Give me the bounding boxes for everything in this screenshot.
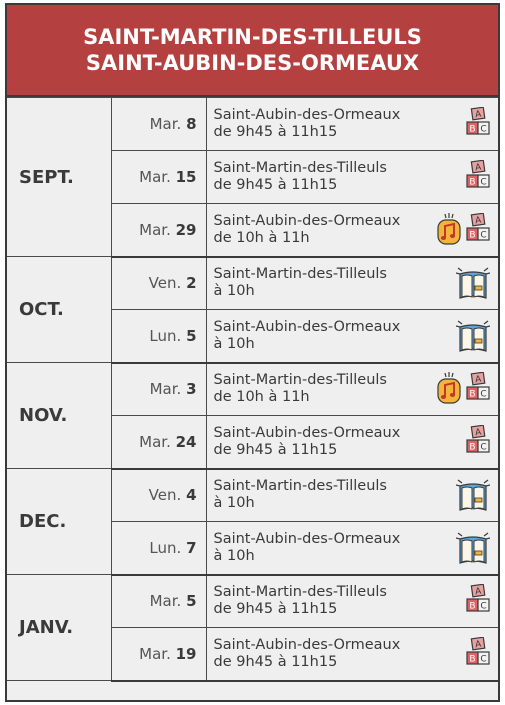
day-number: 8: [186, 115, 197, 133]
weekday: Mar.: [149, 592, 182, 611]
day-number: 4: [186, 486, 197, 505]
date-cell: [111, 416, 206, 469]
weekday: Lun.: [149, 538, 182, 557]
event-time: de 9h45 à 11h15: [213, 124, 338, 140]
weekday: Mar.: [139, 168, 171, 186]
event-icons: [456, 317, 490, 355]
header-title-line1: SAINT-MARTIN-DES-TILLEULS: [83, 25, 422, 49]
day-number: 19: [175, 644, 197, 663]
month-label: JANV.: [7, 575, 111, 681]
schedule-row: [7, 257, 498, 310]
weekday: Ven.: [148, 486, 182, 505]
event-info: [206, 204, 498, 257]
svg-text:C: C: [480, 124, 487, 135]
svg-text:C: C: [480, 177, 487, 188]
abc-blocks-icon: [466, 372, 490, 406]
event-time: à 10h: [213, 335, 255, 352]
event-info: [206, 628, 498, 681]
event-time: à 10h: [213, 547, 255, 564]
svg-text:B: B: [469, 601, 476, 612]
event-info: [206, 575, 498, 628]
month-label: NOV.: [7, 363, 111, 469]
event-time: de 9h45 à 11h15: [213, 177, 338, 193]
event-time: de 10h à 11h: [213, 229, 310, 246]
date-cell: [111, 204, 206, 257]
event-info: [206, 469, 498, 522]
svg-text:C: C: [480, 654, 487, 665]
schedule-row: [7, 469, 498, 522]
music-note-icon: [436, 372, 462, 406]
day-number: 5: [186, 326, 197, 345]
svg-text:A: A: [474, 215, 483, 227]
header-title-line2: SAINT-AUBIN-DES-ORMEAUX: [85, 51, 420, 75]
weekday: Mar.: [149, 115, 182, 133]
day-number: 24: [175, 432, 197, 451]
month-label: SEPT.: [7, 98, 111, 257]
svg-text:B: B: [469, 442, 476, 453]
date-cell: [111, 522, 206, 575]
date-cell: [111, 363, 206, 416]
weekday: Mar.: [139, 644, 171, 663]
event-icons: [456, 264, 490, 302]
event-time: à 10h: [213, 283, 255, 300]
svg-text:A: A: [474, 109, 483, 121]
event-info: [206, 151, 498, 204]
day-number: 2: [186, 274, 197, 293]
schedule-row: [7, 575, 498, 628]
weekday: Mar.: [149, 380, 182, 399]
abc-blocks-icon: [466, 213, 490, 247]
event-icons: [456, 476, 490, 514]
month-label: DEC.: [7, 469, 111, 575]
event-location: Saint-Martin-des-Tilleuls: [213, 478, 387, 495]
svg-text:B: B: [469, 389, 476, 400]
day-number: 7: [186, 538, 197, 557]
event-icons: [456, 529, 490, 567]
event-location: Saint-Martin-des-Tilleuls: [213, 160, 387, 176]
svg-text:C: C: [480, 601, 487, 612]
schedule-row: [7, 363, 498, 416]
event-info: [206, 98, 498, 151]
date-cell: [111, 151, 206, 204]
event-location: Saint-Aubin-des-Ormeaux: [213, 212, 401, 229]
day-number: 29: [175, 220, 197, 239]
schedule-header: [7, 5, 498, 97]
schedule-row: [7, 98, 498, 151]
event-info: [206, 416, 498, 469]
event-location: Saint-Aubin-des-Ormeaux: [213, 530, 401, 547]
day-number: 5: [186, 592, 197, 611]
abc-blocks-icon: [466, 160, 490, 194]
day-number: 15: [175, 168, 197, 186]
schedule-body: [7, 98, 498, 681]
weekday: Mar.: [139, 432, 171, 451]
event-location: Saint-Aubin-des-Ormeaux: [213, 318, 401, 335]
abc-blocks-icon: [466, 107, 490, 141]
svg-text:C: C: [480, 230, 487, 241]
svg-text:A: A: [474, 427, 483, 439]
abc-blocks-icon: [466, 584, 490, 618]
open-book-icon: [456, 529, 490, 567]
date-cell: [111, 98, 206, 151]
weekday: Lun.: [149, 326, 182, 345]
open-book-icon: [456, 264, 490, 302]
event-info: [206, 522, 498, 575]
svg-text:B: B: [469, 177, 476, 188]
date-cell: [111, 469, 206, 522]
date-cell: [111, 257, 206, 310]
svg-text:B: B: [469, 230, 476, 241]
event-info: [206, 257, 498, 310]
svg-text:A: A: [474, 586, 483, 598]
svg-text:C: C: [480, 389, 487, 400]
event-location: Saint-Martin-des-Tilleuls: [213, 372, 387, 389]
event-location: Saint-Martin-des-Tilleuls: [213, 266, 387, 283]
event-time: de 9h45 à 11h15: [213, 653, 338, 670]
event-icons: [436, 213, 490, 247]
event-icons: [466, 160, 490, 194]
svg-text:B: B: [469, 654, 476, 665]
music-note-icon: [436, 213, 462, 247]
weekday: Ven.: [148, 274, 182, 293]
event-icons: [466, 425, 490, 459]
day-number: 3: [186, 380, 197, 399]
svg-text:A: A: [474, 162, 483, 174]
date-cell: [111, 575, 206, 628]
event-time: de 9h45 à 11h15: [213, 441, 338, 458]
open-book-icon: [456, 476, 490, 514]
schedule-table: [7, 97, 498, 682]
svg-text:A: A: [474, 639, 483, 651]
schedule-sheet: [5, 3, 500, 702]
svg-text:C: C: [480, 442, 487, 453]
abc-blocks-icon: [466, 425, 490, 459]
event-info: [206, 363, 498, 416]
event-icons: [436, 372, 490, 406]
event-info: [206, 310, 498, 363]
event-location: Saint-Aubin-des-Ormeaux: [213, 424, 401, 441]
event-time: de 10h à 11h: [213, 389, 310, 406]
event-time: à 10h: [213, 495, 255, 512]
date-cell: [111, 628, 206, 681]
event-location: Saint-Aubin-des-Ormeaux: [213, 107, 401, 123]
date-cell: [111, 310, 206, 363]
svg-text:B: B: [469, 124, 476, 135]
weekday: Mar.: [139, 220, 171, 239]
open-book-icon: [456, 317, 490, 355]
abc-blocks-icon: [466, 637, 490, 671]
event-location: Saint-Aubin-des-Ormeaux: [213, 636, 401, 653]
event-time: de 9h45 à 11h15: [213, 601, 338, 618]
event-icons: [466, 107, 490, 141]
svg-text:A: A: [474, 374, 483, 386]
month-label: OCT.: [7, 257, 111, 363]
event-icons: [466, 584, 490, 618]
event-icons: [466, 637, 490, 671]
event-location: Saint-Martin-des-Tilleuls: [213, 584, 387, 601]
